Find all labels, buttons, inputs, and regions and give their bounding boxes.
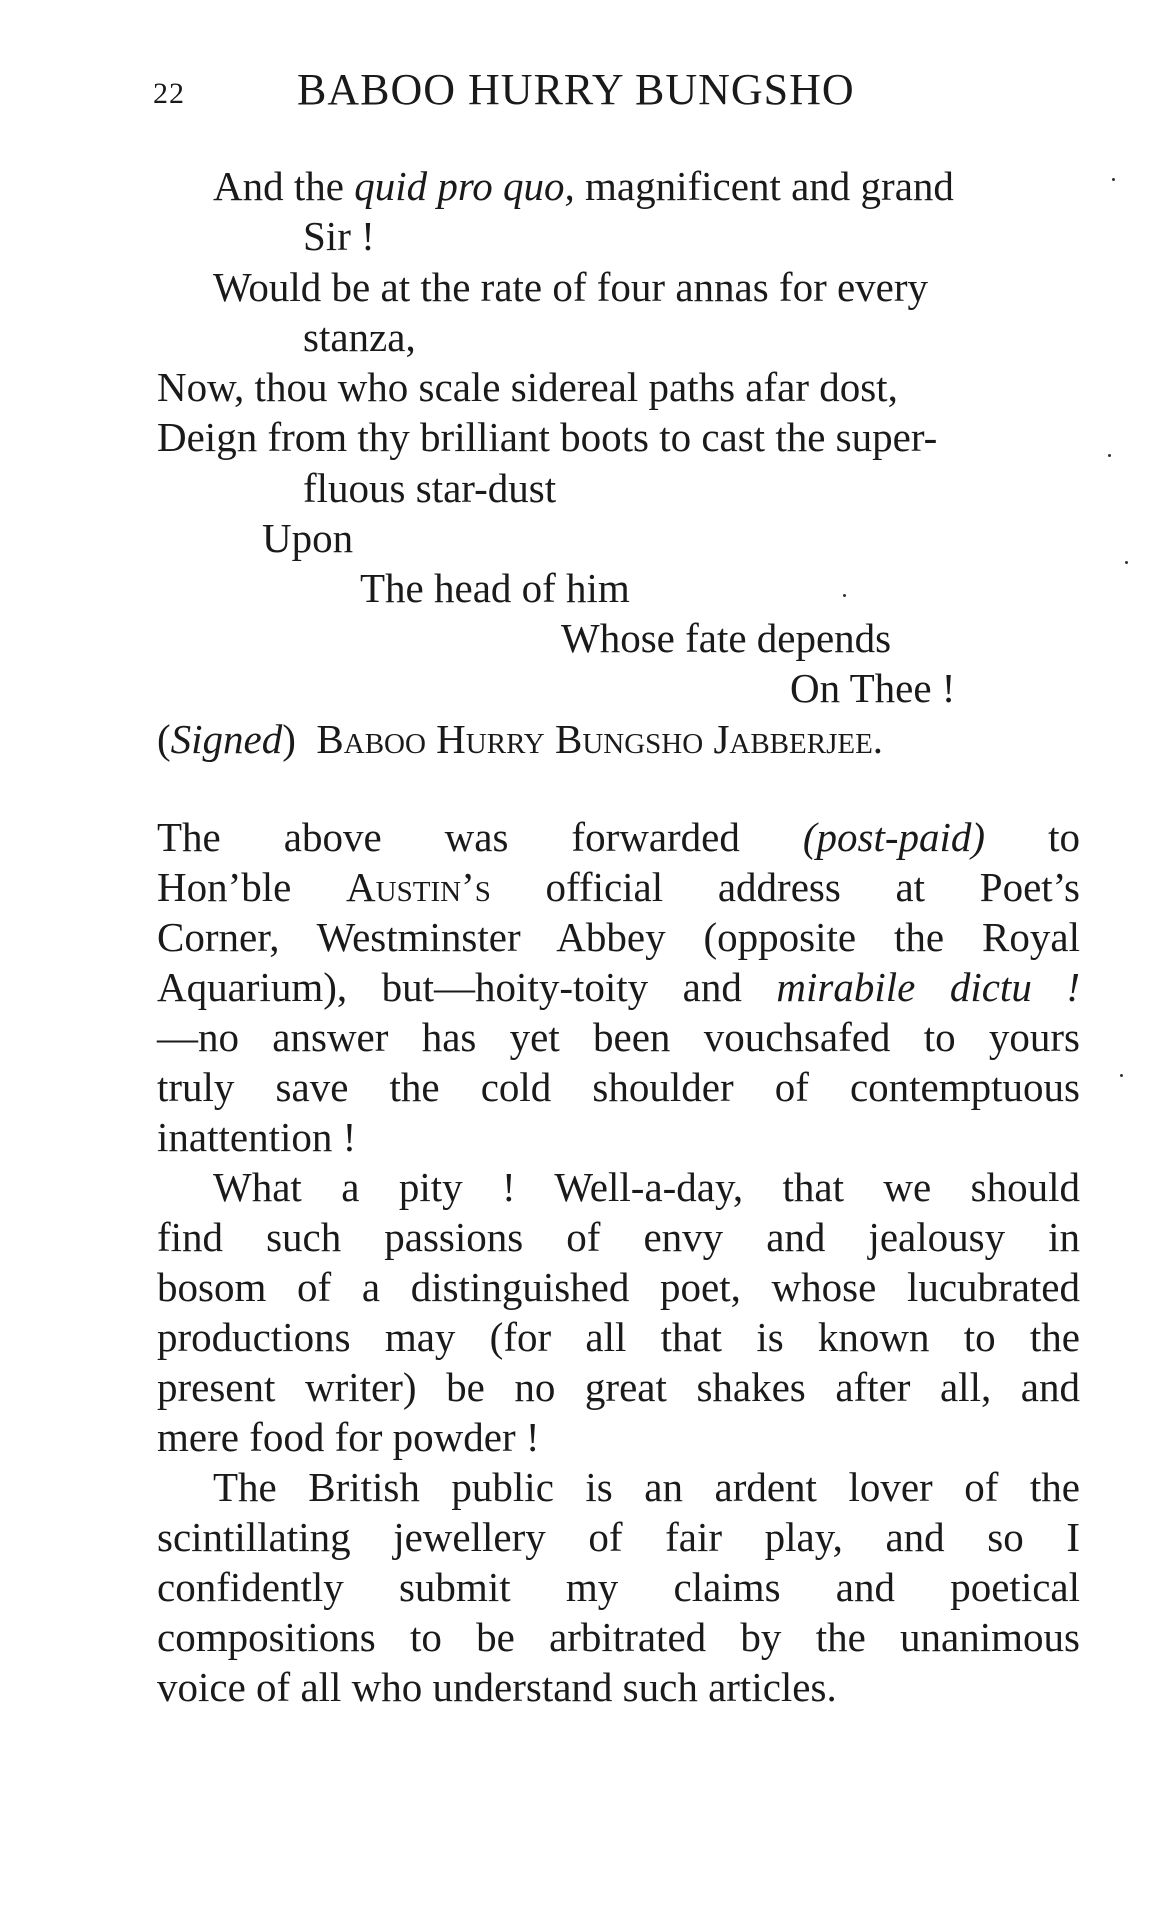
running-title: BABOO HURRY BUNGSHO — [297, 65, 855, 114]
verse-line-6: Deign from thy brilliant boots to cast the super- — [157, 414, 938, 460]
para3-line-5: voice of all who understand such articles. — [157, 1664, 837, 1710]
verse-line-2: Sir ! — [303, 213, 375, 259]
verse-line-11: On Thee ! — [790, 665, 956, 711]
para2-line-5: present writer) be no great shakes after all, and — [157, 1364, 1080, 1410]
verse-line-10: Whose fate depends — [561, 615, 892, 661]
scan-speck — [1120, 1074, 1123, 1077]
scan-speck — [843, 594, 846, 597]
para1-line-5: —no answer has yet been vouchsafed to yours — [157, 1014, 1080, 1060]
page-number: 22 — [153, 77, 185, 110]
para2-line-3: bosom of a distinguished poet, whose lucubrated — [157, 1264, 1080, 1310]
verse-line-9: The head of him — [360, 565, 630, 611]
para1-line-2: Hon’ble Austin’s official address at Poet’s — [157, 864, 1080, 910]
signature-line: (Signed) Baboo Hurry Bungsho Jabberjee. — [157, 716, 884, 762]
para1-line-4: Aquarium), but—hoity-toity and mirabile dictu ! — [157, 964, 1080, 1010]
para2-line-6: mere food for powder ! — [157, 1414, 540, 1460]
para2-line-4: productions may (for all that is known to the — [157, 1314, 1080, 1360]
scan-speck — [1125, 561, 1128, 564]
para2-line-1: What a pity ! Well-a-day, that we should — [213, 1164, 1080, 1210]
para1-line-6: truly save the cold shoulder of contemptuous — [157, 1064, 1080, 1110]
verse-line-8: Upon — [262, 515, 354, 561]
running-header — [153, 60, 953, 120]
para2-line-2: find such passions of envy and jealousy in — [157, 1214, 1080, 1260]
scan-speck — [1108, 454, 1111, 457]
para1-line-1: The above was forwarded (post-paid) to — [157, 814, 1080, 860]
para3-line-2: scintillating jewellery of fair play, and so I — [157, 1514, 1080, 1560]
para1-line-7: inattention ! — [157, 1114, 357, 1160]
verse-line-7: fluous star-dust — [303, 465, 557, 511]
verse-line-5: Now, thou who scale sidereal paths afar dost, — [157, 364, 898, 410]
verse-line-3: Would be at the rate of four annas for every — [213, 264, 929, 310]
para3-line-4: compositions to be arbitrated by the unanimous — [157, 1614, 1080, 1660]
para3-line-1: The British public is an ardent lover of the — [213, 1464, 1080, 1510]
para1-line-3: Corner, Westminster Abbey (opposite the Royal — [157, 914, 1080, 960]
para3-line-3: confidently submit my claims and poetical — [157, 1564, 1080, 1610]
verse-line-4: stanza, — [303, 314, 416, 360]
verse-line-1: And the quid pro quo, magnificent and grand — [213, 163, 954, 209]
scan-speck — [1112, 178, 1115, 181]
